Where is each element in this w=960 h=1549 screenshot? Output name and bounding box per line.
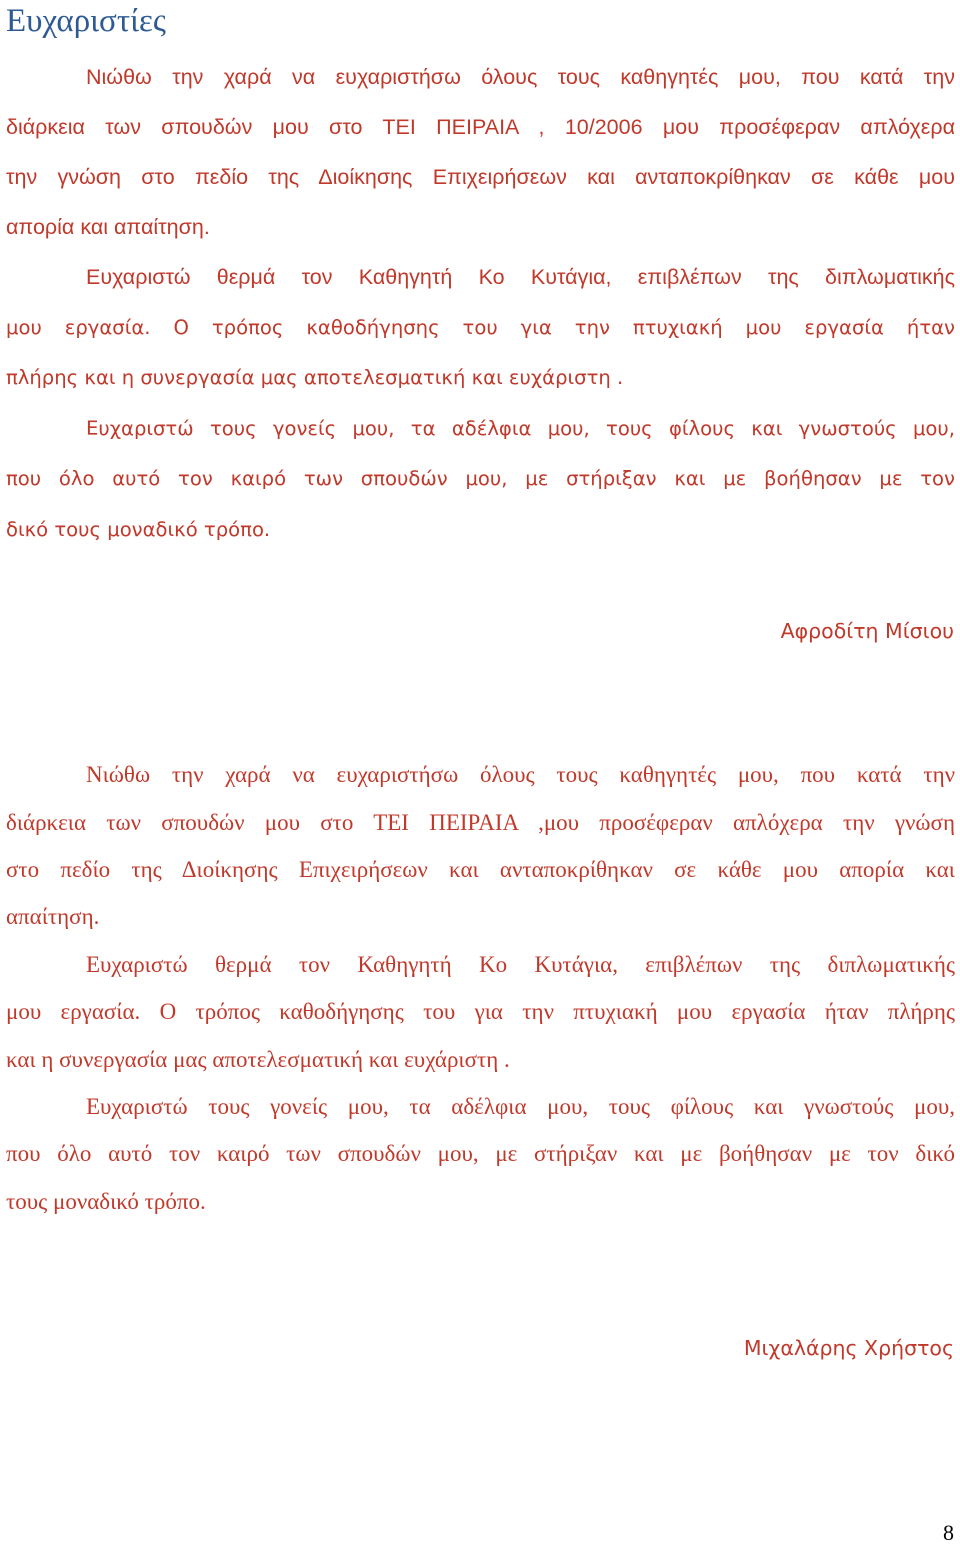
block2-line: Ευχαριστώ θερμά τον Καθηγητή Κο Κυτάγια, επιβλέπων της διπλωματικής: [86, 952, 955, 977]
signature-block1: Αφροδίτη Μίσιου: [780, 619, 954, 643]
block2-line: και η συνεργασία μας αποτελεσματική και ευχάριστη .: [6, 1047, 510, 1072]
block2-line: Νιώθω την χαρά να ευχαριστήσω όλους τους καθηγητές μου, που κατά την: [86, 762, 955, 787]
block2-line: απαίτηση.: [6, 904, 100, 929]
block2-line: που όλο αυτό τον καιρό των σπουδών μου, με στήριξαν και με βοήθησαν με τον δικό: [6, 1141, 955, 1166]
block1-line: που όλο αυτό τον καιρό των σπουδών μου, με στήριξαν και με βοήθησαν με τον: [6, 467, 955, 490]
signature-block2: Μιχαλάρης Χρήστος: [743, 1336, 954, 1360]
block1-line: απορία και απαίτηση.: [6, 215, 210, 239]
block2-line: Ευχαριστώ τους γονείς μου, τα αδέλφια μου, τους φίλους και γνωστούς μου,: [86, 1094, 955, 1119]
block2-line: διάρκεια των σπουδών μου στο ΤΕΙ ΠΕΙΡΑΙΑ ,μου προσέφεραν απλόχερα την γνώση: [6, 810, 955, 835]
block1-line: μου εργασία. Ο τρόπος καθοδήγησης του για την πτυχιακή μου εργασία ήταν: [6, 316, 955, 339]
block1-line: Ευχαριστώ θερμά τον Καθηγητή Κο Κυτάγια, επιβλέπων της διπλωματικής: [86, 265, 955, 289]
block1-line: Ευχαριστώ τους γονείς μου, τα αδέλφια μου, τους φίλους και γνωστούς μου,: [86, 417, 955, 440]
block1-line: πλήρης και η συνεργασία μας αποτελεσματική και ευχάριστη .: [6, 366, 624, 389]
block2-line: τους μοναδικό τρόπο.: [6, 1189, 206, 1214]
block1-line: Νιώθω την χαρά να ευχαριστήσω όλους τους καθηγητές μου, που κατά την: [86, 65, 955, 89]
block1-line: δικό τους μοναδικό τρόπο.: [6, 518, 271, 541]
page-title: Ευχαριστίες: [6, 3, 166, 39]
block2-line: στο πεδίο της Διοίκησης Επιχειρήσεων και ανταποκρίθηκαν σε κάθε μου απορία και: [6, 857, 955, 882]
block1-line: την γνώση στο πεδίο της Διοίκησης Επιχειρήσεων και ανταποκρίθηκαν σε κάθε μου: [6, 165, 955, 189]
block1-line: διάρκεια των σπουδών μου στο ΤΕΙ ΠΕΙΡΑΙΑ , 10/2006 μου προσέφεραν απλόχερα: [6, 115, 955, 139]
page-number: 8: [943, 1520, 954, 1545]
block2-line: μου εργασία. Ο τρόπος καθοδήγησης του για την πτυχιακή μου εργασία ήταν πλήρης: [6, 999, 955, 1024]
